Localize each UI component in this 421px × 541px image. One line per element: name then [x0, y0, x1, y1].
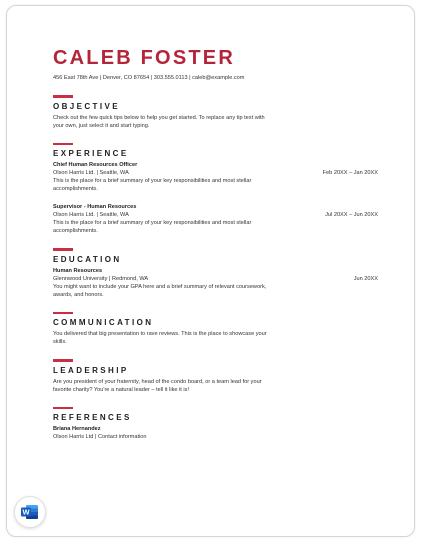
objective-section — [53, 95, 378, 130]
objective-line: your own, just select it and start typing. — [53, 122, 150, 129]
objective-heading: OBJECTIVE — [53, 101, 120, 111]
objective-line: Check out the few quick tips below to help you get started. To replace any tip text with — [53, 114, 265, 121]
job-title: Supervisor - Human Resources — [53, 204, 137, 210]
experience-section — [53, 143, 378, 236]
communication-line: skills. — [53, 339, 67, 345]
education-summary-line: You might want to include your GPA here and a brief summary of relevant coursework, — [53, 283, 267, 290]
job-entry — [53, 161, 378, 193]
word-icon — [21, 504, 39, 520]
word-app-badge[interactable] — [14, 496, 46, 528]
word-icon-letter: W — [22, 507, 30, 517]
job-summary-line: accomplishments. — [53, 186, 98, 192]
communication-heading: COMMUNICATION — [53, 318, 154, 327]
education-section — [53, 248, 378, 299]
degree: Human Resources — [53, 267, 103, 274]
references-section — [53, 407, 378, 442]
job-summary-line: This is the place for a brief summary of your key responsibilities and most stellar — [53, 220, 252, 226]
leadership-heading: LEADERSHIP — [53, 365, 129, 375]
job-entry — [53, 203, 378, 235]
experience-heading: EXPERIENCE — [53, 149, 129, 158]
references-heading: REFERENCES — [53, 413, 132, 422]
leadership-line: favorite charity? You're a natural leader – tell it like it is! — [53, 386, 190, 393]
document-preview-card[interactable] — [6, 5, 415, 537]
job-summary-line: accomplishments. — [53, 228, 98, 234]
job-summary-line: This is the place for a brief summary of your key responsibilities and most stellar — [53, 178, 252, 184]
section-accent-bar — [53, 143, 73, 146]
section-accent-bar — [53, 248, 73, 251]
contact-info: 456 East 78th Ave | Denver, CO 87654 | 303.555.0113 | caleb@example.com — [53, 75, 245, 81]
communication-section — [53, 312, 378, 347]
reference-detail: Olson Harris Ltd | Contact information — [53, 434, 147, 440]
resume-name: CALEB FOSTER — [53, 47, 235, 69]
communication-line: You delivered that big presentation to rave reviews. This is the place to showcase your — [53, 331, 267, 337]
reference-name: Briana Hernandez — [53, 426, 101, 432]
section-accent-bar — [53, 407, 73, 410]
education-summary-line: awards, and honors. — [53, 291, 104, 298]
job-title: Chief Human Resources Officer — [53, 162, 138, 168]
job-company: Olson Harris Ltd. | Seattle, WA — [53, 212, 129, 218]
education-dates: Jun 20XX — [353, 275, 378, 282]
leadership-line: Are you president of your fraternity, head of the condo board, or a team lead for your — [53, 378, 262, 385]
job-company: Olson Harris Ltd. | Seattle, WA — [53, 170, 129, 176]
section-accent-bar — [53, 95, 73, 98]
leadership-section — [53, 359, 378, 394]
education-heading: EDUCATION — [53, 254, 122, 264]
job-dates: Feb 20XX – Jan 20XX — [322, 170, 378, 176]
school: Glennwood University | Redmond, WA — [53, 275, 149, 282]
section-accent-bar — [53, 359, 73, 362]
job-dates: Jul 20XX – Jun 20XX — [325, 212, 378, 218]
resume-page — [53, 46, 378, 441]
section-accent-bar — [53, 312, 73, 315]
